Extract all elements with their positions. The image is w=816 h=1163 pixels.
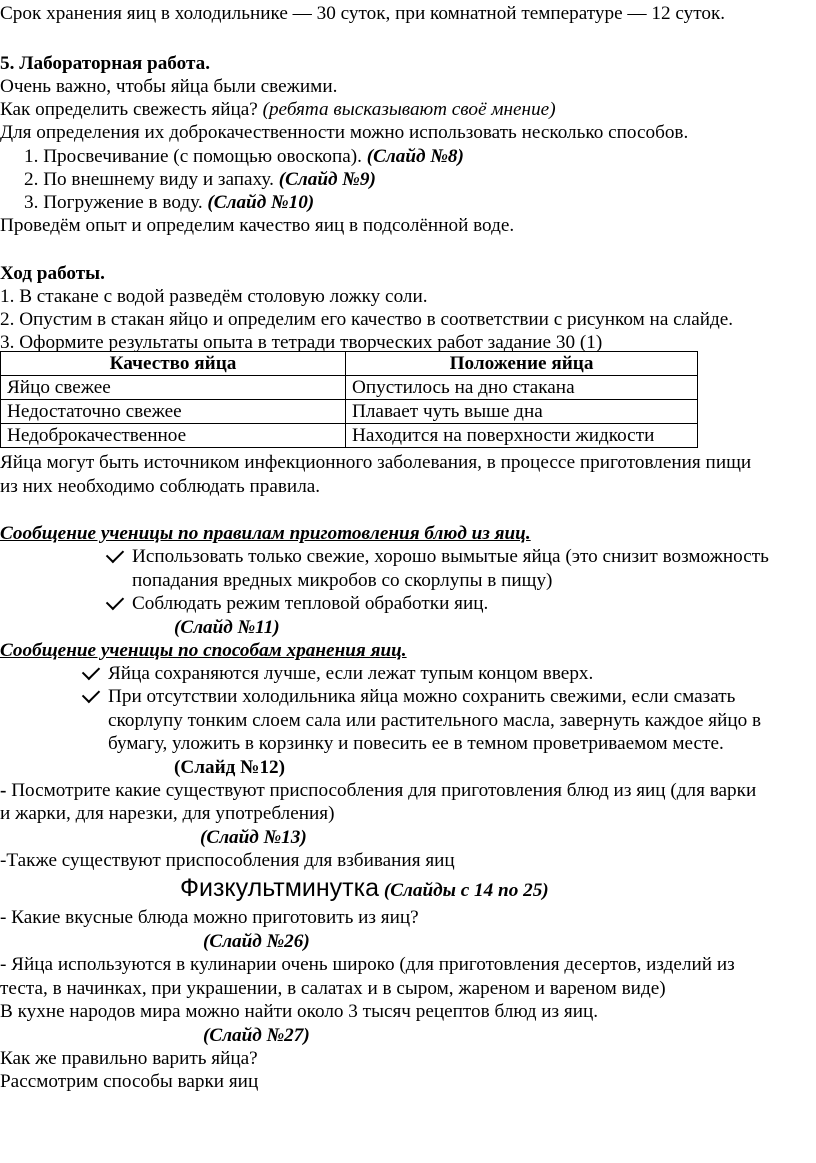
dishes-line-1: - Яйца используются в кулинарии очень широко (для приготовления десертов, изделий из [0, 954, 735, 975]
lab-paragraph-1: Очень важно, чтобы яйца были свежими. [0, 76, 338, 97]
message-2-item-2-line-2: скорлупу тонким слоем сала или растительного масла, завернуть каждое яйцо в [108, 710, 762, 731]
table-cell: Плавает чуть выше дна [346, 400, 698, 424]
after-table-line-2: из них необходимо соблюдать правила. [0, 476, 321, 497]
method-item-1 [24, 145, 464, 169]
message-2-item-2-line-1: При отсутствии холодильника яйца можно сохранить свежими, если смазать [108, 686, 736, 707]
exercise-slides: (Слайды с 14 по 25) [379, 880, 549, 901]
method-text: 1. Просвечивание (с помощью овоскопа). [24, 146, 367, 167]
message-2-heading: Сообщение ученицы по способам хранения яиц. [0, 640, 407, 661]
slide-ref: (Слайд №10) [207, 192, 315, 213]
checkmark-icon [82, 662, 100, 680]
slide-ref-11: (Слайд №11) [174, 617, 280, 638]
slide-ref-13: (Слайд №13) [200, 827, 307, 848]
lab-question-note: (ребята высказывают своё мнение) [262, 99, 556, 120]
lab-question: Как определить свежесть яйца? [0, 99, 263, 120]
checkmark-icon [106, 592, 124, 610]
slide-ref-26: (Слайд №26) [203, 931, 310, 952]
table-header-quality: Качество яйца [1, 352, 346, 376]
table-cell: Яйцо свежее [1, 376, 346, 400]
message-2-item-2-line-3: бумагу, уложить в корзинку и повесить ее в темном проветриваемом месте. [108, 733, 724, 754]
dishes-question: - Какие вкусные блюда можно приготовить из яиц? [0, 907, 419, 928]
table-cell: Находится на поверхности жидкости [346, 424, 698, 448]
lab-paragraph-2 [0, 98, 556, 122]
fixtures-line-2: и жарки, для нарезки, для употребления) [0, 803, 335, 824]
table-row [1, 400, 698, 424]
exercise-break-title [180, 876, 549, 903]
table-header-row [1, 352, 698, 376]
fixtures-text: Посмотрите какие существуют приспособления для приготовления блюд из яиц (для варки [11, 780, 757, 801]
method-item-2 [24, 168, 376, 192]
message-1-heading: Сообщение ученицы по правилам приготовления блюд из яиц. [0, 523, 531, 544]
work-step-3: 3. Оформите результаты опыта в тетради творческих работ задание 30 (1) [0, 332, 603, 353]
after-table-line-1: Яйца могут быть источником инфекционного заболевания, в процессе приготовления пищи [0, 452, 752, 473]
whisk-line: -Также существуют приспособления для взбивания яиц [0, 850, 455, 871]
lab-paragraph-4: Проведём опыт и определим качество яиц в подсолённой воде. [0, 215, 515, 236]
work-step-2: 2. Опустим в стакан яйцо и определим его качество в соответствии с рисунком на слайде. [0, 309, 734, 330]
lab-heading: 5. Лабораторная работа. [0, 53, 211, 74]
work-step-1: 1. В стакане с водой разведём столовую ложку соли. [0, 286, 428, 307]
message-1-item-1-line-2: попадания вредных микробов со скорлупы в пищу) [132, 570, 553, 591]
storage-line: Срок хранения яиц в холодильнике — 30 суток, при комнатной температуре — 12 суток. [0, 3, 726, 24]
work-heading: Ход работы. [0, 263, 105, 284]
message-1-item-2: Соблюдать режим тепловой обработки яиц. [132, 593, 489, 614]
boil-question: Как же правильно варить яйца? [0, 1048, 258, 1069]
table-cell: Опустилось на дно стакана [346, 376, 698, 400]
table-cell: Недоброкачественное [1, 424, 346, 448]
slide-ref-12: (Слайд №12) [174, 757, 286, 778]
slide-ref: (Слайд №9) [278, 169, 376, 190]
method-text: 2. По внешнему виду и запаху. [24, 169, 279, 190]
method-item-3 [24, 191, 314, 215]
table-cell: Недостаточно свежее [1, 400, 346, 424]
message-2-item-1: Яйца сохраняются лучше, если лежат тупым концом вверх. [108, 663, 594, 684]
message-1-item-1-line-1: Использовать только свежие, хорошо вымытые яйца (это снизит возможность [132, 546, 769, 567]
dash: - [0, 780, 12, 801]
slide-ref: (Слайд №8) [366, 146, 464, 167]
boil-methods: Рассмотрим способы варки яиц [0, 1071, 259, 1092]
dishes-line-2: теста, в начинках, при украшении, в салатах и в сыром, жареном и вареном виде) [0, 978, 666, 999]
method-text: 3. Погружение в воду. [24, 192, 208, 213]
dishes-line-3: В кухне народов мира можно найти около 3 тысяч рецептов блюд из яиц. [0, 1001, 599, 1022]
fixtures-line-1 [0, 779, 756, 803]
table-row [1, 424, 698, 448]
table-header-position: Положение яйца [346, 352, 698, 376]
slide-ref-27: (Слайд №27) [203, 1025, 310, 1046]
checkmark-icon [106, 545, 124, 563]
lab-paragraph-3: Для определения их доброкачественности можно использовать несколько способов. [0, 122, 689, 143]
checkmark-icon [82, 685, 100, 703]
egg-quality-table [0, 351, 698, 448]
table-row [1, 376, 698, 400]
exercise-title: Физкультминутка [180, 874, 380, 902]
